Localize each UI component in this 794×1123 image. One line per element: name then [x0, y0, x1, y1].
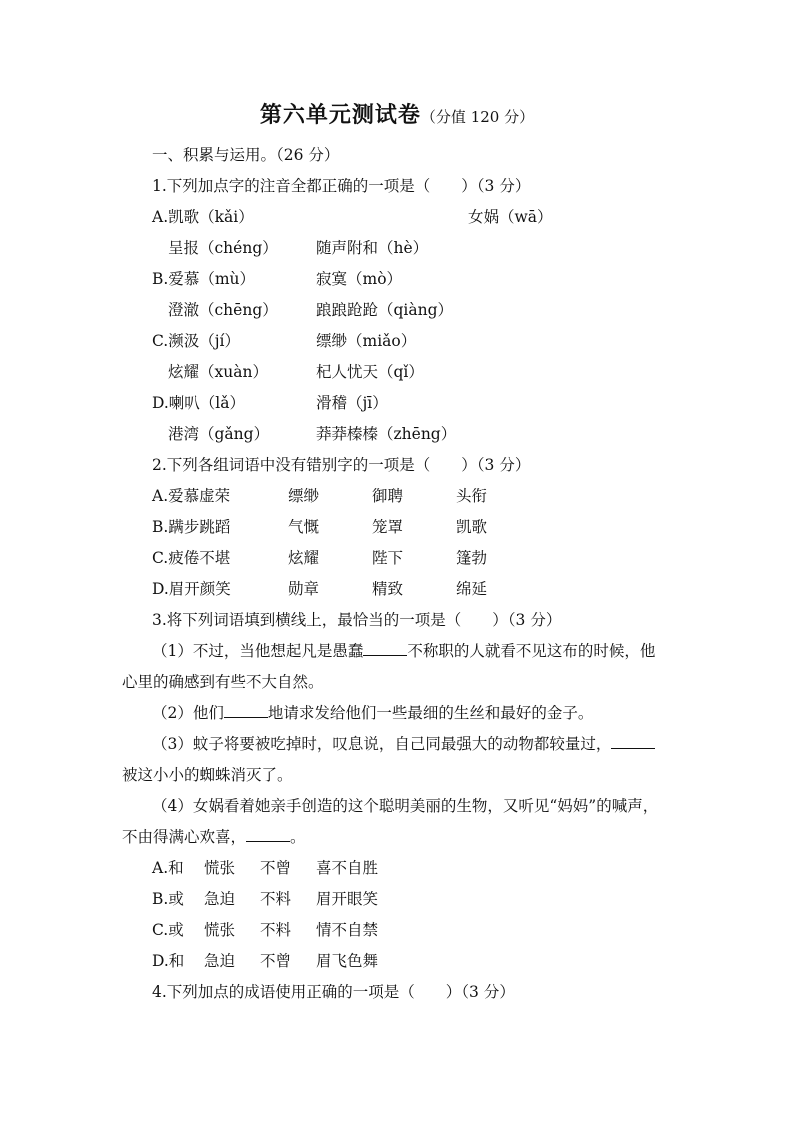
q3-text: 地请求发给他们一些最细的生丝和最好的金子。: [267, 704, 594, 722]
q2-word: 绵延: [456, 580, 488, 598]
q2-word: 勋章: [288, 580, 320, 598]
q3-option-row: [152, 858, 752, 878]
q2-word: C.疲倦不堪: [152, 549, 231, 567]
q3-option: 慌张: [204, 921, 236, 939]
title-score: （分值 120 分）: [420, 108, 535, 126]
q3-text: （1）不过，当他想起凡是愚蠢: [152, 642, 364, 660]
q3-text: 。: [290, 828, 306, 846]
q1-item: 澄澈（chēng）: [168, 301, 278, 319]
q2-word: 篷勃: [456, 549, 488, 567]
q3-option: A.和: [152, 859, 184, 877]
q3-option-row: [152, 889, 752, 909]
q4-stem: 4.下列加点的成语使用正确的一项是（ ）（3 分）: [152, 983, 515, 1001]
q1-stem: 1.下列加点字的注音全都正确的一项是（ ）（3 分）: [152, 177, 531, 195]
q3-option: 喜不自胜: [316, 859, 379, 877]
q1-item: 莽莽榛榛（zhēng）: [316, 425, 457, 443]
q3-option: 不曾: [260, 952, 292, 970]
q1-item: 女娲（wā）: [468, 208, 553, 226]
fill-blank: [611, 734, 655, 749]
fill-blank: [246, 827, 290, 842]
fill-blank: [363, 641, 407, 656]
q1-option-row: [168, 424, 768, 444]
q1-item: D.喇叭（lǎ）: [152, 394, 246, 412]
q2-word: 陛下: [372, 549, 404, 567]
q1-option-row: [152, 269, 752, 289]
q3-sentence-4-cont: [122, 827, 306, 847]
q1-item: 寂寞（mò）: [316, 270, 403, 288]
q3-stem: 3.将下列词语填到横线上，最恰当的一项是（ ）（3 分）: [152, 611, 562, 629]
q1-option-row: [168, 300, 768, 320]
q2-word: B.蹒步跳蹈: [152, 518, 231, 536]
q3-sentence-2: [152, 703, 593, 723]
q2-option-row: [152, 486, 752, 506]
q3-option-row: [152, 951, 752, 971]
fill-blank: [224, 703, 268, 718]
q2-option-row: [152, 579, 752, 599]
q3-option: D.和: [152, 952, 185, 970]
q1-item: A.凯歌（kǎi）: [152, 208, 254, 226]
q3-text: 不称职的人就看不见这布的时候，他: [407, 642, 656, 660]
q1-item: 港湾（gǎng）: [168, 425, 270, 443]
q3-sentence-3: [152, 734, 655, 754]
q2-stem: 2.下列各组词语中没有错别字的一项是（ ）（3 分）: [152, 456, 531, 474]
q2-word: 凯歌: [456, 518, 488, 536]
q3-option: 情不自禁: [316, 921, 379, 939]
q1-option-row: [168, 238, 768, 258]
page-title: [0, 98, 794, 129]
q3-option: 急迫: [204, 952, 236, 970]
q1-item: 踉踉跄跄（qiàng）: [316, 301, 454, 319]
q2-word: 笼罩: [372, 518, 404, 536]
q1-item: 缥缈（miǎo）: [316, 332, 417, 350]
q3-text: 不由得满心欢喜，: [122, 828, 247, 846]
section-heading: 一、积累与运用。（26 分）: [152, 146, 340, 164]
q2-word: A.爱慕虚荣: [152, 487, 231, 505]
q2-word: 气慨: [288, 518, 320, 536]
q2-word: 御聘: [372, 487, 404, 505]
q1-item: B.爱慕（mù）: [152, 270, 255, 288]
q3-option: 慌张: [204, 859, 236, 877]
q1-item: 随声附和（hè）: [316, 239, 429, 257]
q3-option: 眉开眼笑: [316, 890, 379, 908]
q3-option: 眉飞色舞: [316, 952, 379, 970]
q3-option: 不料: [260, 921, 292, 939]
q2-option-row: [152, 517, 752, 537]
q3-option: 不曾: [260, 859, 292, 877]
q2-word: 精致: [372, 580, 404, 598]
q3-text: （2）他们: [152, 704, 224, 722]
q3-sentence-4: （4）女娲看着她亲手创造的这个聪明美丽的生物，又听见“妈妈”的喊声，: [152, 797, 659, 815]
q3-sentence-1-cont: 心里的确感到有些不大自然。: [122, 673, 324, 691]
q1-item: 杞人忧天（qǐ）: [316, 363, 424, 381]
q1-item: 呈报（chéng）: [168, 239, 278, 257]
q3-option: C.或: [152, 921, 184, 939]
q2-option-row: [152, 548, 752, 568]
q2-word: D.眉开颜笑: [152, 580, 231, 598]
title-main: 第六单元测试卷: [259, 102, 421, 128]
q1-item: 炫耀（xuàn）: [168, 363, 268, 381]
q3-option-row: [152, 920, 752, 940]
q1-option-row: [152, 393, 752, 413]
q2-word: 头衔: [456, 487, 488, 505]
q3-sentence-3-cont: 被这小小的蜘蛛消灭了。: [122, 766, 293, 784]
q2-word: 炫耀: [288, 549, 320, 567]
q3-option: B.或: [152, 890, 184, 908]
q3-text: （3）蚊子将要被吃掉时，叹息说，自己同最强大的动物都较量过，: [152, 735, 612, 753]
q3-sentence-1: [152, 641, 655, 661]
q3-option: 急迫: [204, 890, 236, 908]
q1-option-row: [152, 331, 752, 351]
q1-option-row: [168, 362, 768, 382]
q1-item: C.濒汲（jí）: [152, 332, 240, 350]
q3-option: 不料: [260, 890, 292, 908]
q1-item: 滑稽（jī）: [316, 394, 388, 412]
q1-option-row: [152, 207, 752, 227]
q2-word: 缥缈: [288, 487, 320, 505]
